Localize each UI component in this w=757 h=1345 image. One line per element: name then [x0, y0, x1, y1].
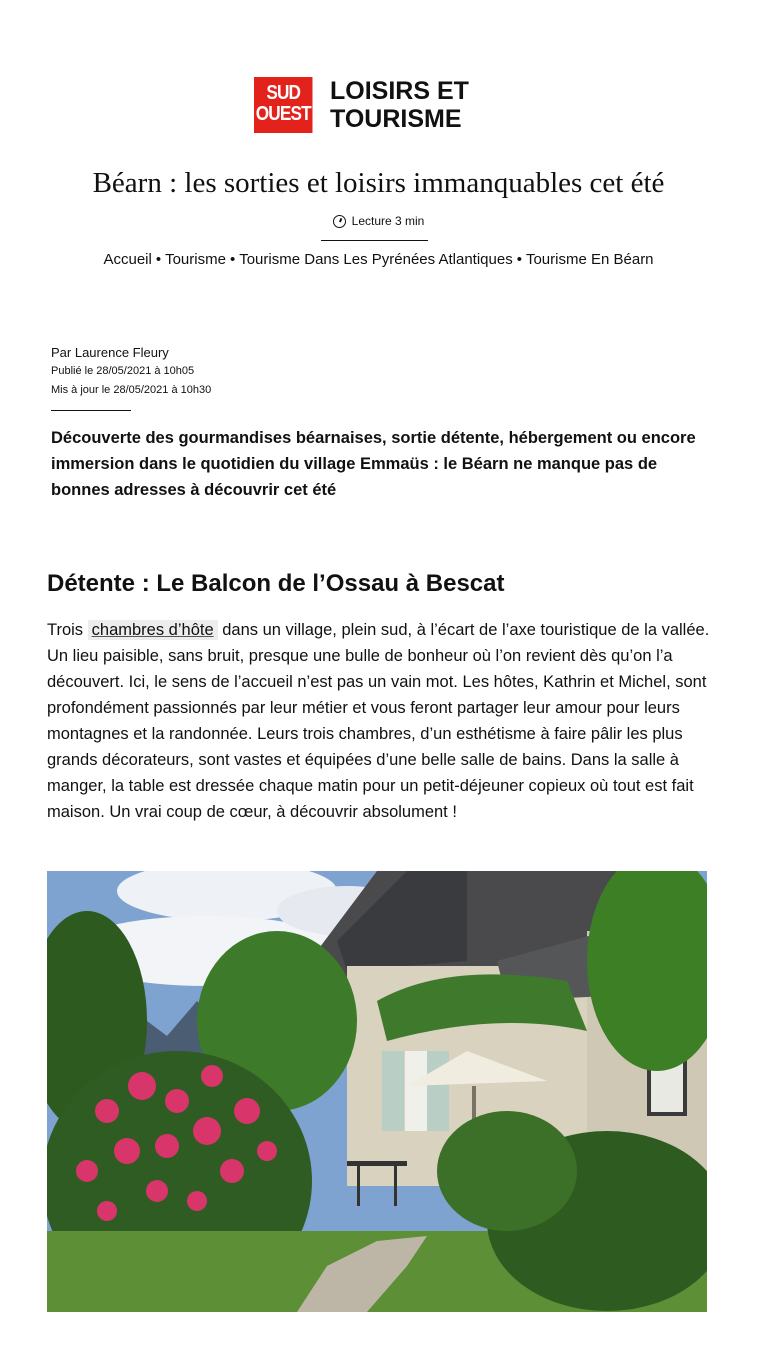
updated-date: Mis à jour le 28/05/2021 à 10h30 [51, 384, 212, 396]
garden-house-illustration [47, 871, 707, 1312]
breadcrumb-item-tourisme[interactable]: Tourisme [165, 251, 226, 268]
logo-line-1: SUD [266, 82, 301, 104]
clock-icon [333, 215, 346, 228]
reading-time [0, 213, 757, 229]
reading-divider [321, 240, 428, 241]
logo-line-2: OUEST [255, 103, 311, 125]
section-line-1: LOISIRS ET [330, 77, 469, 105]
chambres-d-hote-link[interactable]: chambres d’hôte [88, 620, 218, 640]
site-logo[interactable] [254, 77, 494, 133]
breadcrumb-item-pyrenees[interactable]: Tourisme Dans Les Pyrénées Atlantiques [239, 251, 513, 268]
section-body [47, 617, 711, 825]
page-title: Béarn : les sorties et loisirs immanquables cet été [92, 167, 665, 199]
section-name [330, 77, 469, 133]
body-text-rest: dans un village, plein sud, à l’écart de l’axe touristique de la vallée. Un lieu paisible, sans bruit, presque une bulle de bonheur où l’on revient dès qu’on l’a découvert. Ici, le sens de l’accueil n’est pas un vain mot. Les hôtes, Kathrin et Michel, sont profondément passionnés par leur métier et vous feront partager leur amour pour leurs montagnes et la randonnée. Leurs trois chambres, d’un esthétisme à faire pâlir les plus grands décorateurs, sont vastes et équipées d’une belle salle de bains. Dans la salle à manger, la table est dressée chaque matin pour un petit-déjeuner copieux où tout est fait maison. Un vrai coup de cœur, à découvrir absolument ! [47, 621, 710, 821]
breadcrumb-separator: • [516, 251, 522, 268]
section-heading: Détente : Le Balcon de l’Ossau à Bescat [47, 570, 505, 597]
article-photo [47, 871, 707, 1312]
section-line-2: TOURISME [330, 105, 462, 133]
body-text-start: Trois [47, 621, 88, 639]
breadcrumb-separator: • [155, 251, 162, 268]
reading-time-label: Lecture 3 min [351, 214, 425, 228]
meta-divider [51, 410, 131, 411]
breadcrumb-item-bearn[interactable]: Tourisme En Béarn [525, 251, 654, 268]
breadcrumb-separator: • [229, 251, 236, 268]
breadcrumb [0, 250, 757, 270]
sud-ouest-logo-badge [254, 77, 312, 133]
author-byline[interactable]: Par Laurence Fleury [51, 345, 169, 360]
article-lead: Découverte des gourmandises béarnaises, sortie détente, hébergement ou encore immersion dans le quotidien du village Emmaüs : le Béarn ne manque pas de bonnes adresses à découvrir cet été [51, 429, 696, 499]
breadcrumb-item-accueil[interactable]: Accueil [103, 251, 152, 268]
published-date: Publié le 28/05/2021 à 10h05 [51, 365, 195, 377]
